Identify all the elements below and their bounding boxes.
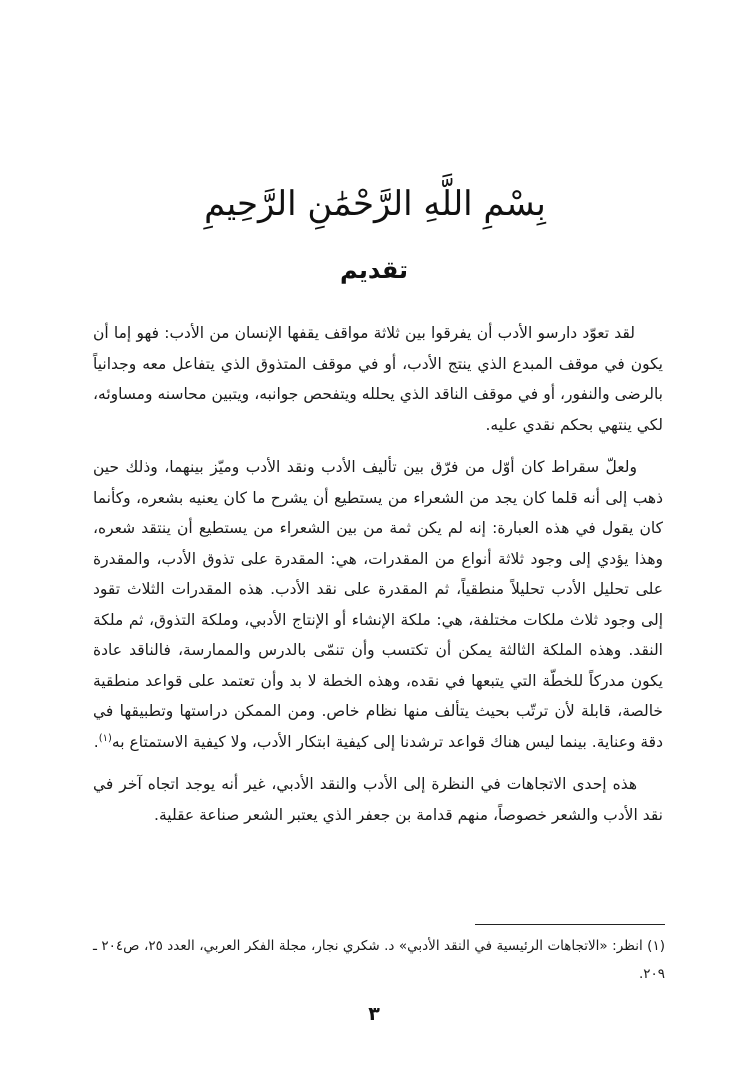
- body-text: [93, 318, 663, 842]
- footnote-divider: [475, 924, 665, 925]
- page-title: تقديم: [340, 256, 408, 284]
- basmala-heading: بِسْمِ اللَّهِ الرَّحْمَٰنِ الرَّحِيمِ: [204, 184, 546, 224]
- paragraph-2: ولعلّ سقراط كان أوّل من فرّق بين تأليف الأدب ونقد الأدب وميّز بينهما، وذلك حين ذهب إلى أنه قلما كان يجد من الشعراء من يستطيع أن يشرح ما كان يعنيه بشعره، وكأنما كان يقول في هذه العبارة: إنه لم يكن ثمة من بين الشعراء من يستطيع أن ينتقد شعره، وهذا يؤدي إلى وجود ثلاثة أنواع من المقدرات، هي: المقدرة على تذوق الأدب، والمقدرة على تحليل الأدب تحليلاً منطقياً، ثم المقدرة على نقد الأدب. هذه المقدرات الثلاث تقود إلى وجود ثلاث ملكات مختلفة، هي: ملكة الإنشاء أو الإنتاج الأدبي، وملكة التذوق، ثم ملكة النقد. وهذه الملكة الثالثة يمكن أن تكتسب وأن تنمّى بالدرس والممارسة، فالناقد عادة يكون مدركاً للخطّة التي يتبعها في نقده، وهذه الخطة لا بد وأن تعتمد على قواعد منطقية خالصة، قابلة لأن ترتّب بحيث يتألف منها نظام خاص. ومن الممكن دراستها وتطبيقها في دقة وعناية. بينما ليس هناك قواعد ترشدنا إلى كيفية ابتكار الأدب، ولا كيفية الاستمتاع به$^{(١)}$.: [93, 458, 663, 751]
- paragraph-3: [93, 769, 663, 830]
- paragraph-1: [93, 318, 663, 440]
- footnote: (١) انظر: «الاتجاهات الرئيسية في النقد الأدبي» د. شكري نجار، مجلة الفكر العربي، العدد ٢٥، ص٢٠٤ ـ ٢٠٩.: [93, 938, 665, 982]
- paragraph-3-text: هذه إحدى الاتجاهات في النظرة إلى الأدب والنقد الأدبي، غير أنه يوجد اتجاه آخر في نقد الأدب والشعر خصوصاً، منهم قدامة بن جعفر الذي يعتبر الشعر صناعة عقلية.: [93, 775, 663, 824]
- page-number: ٣: [368, 1003, 380, 1025]
- paragraph-2-text: ولعلّ سقراط كان أوّل من فرّق بين تأليف الأدب ونقد الأدب وميّز بينهما، وذلك حين ذهب إلى أنه قلما كان يجد من الشعراء من يستطيع أن يشرح ما كان يعنيه بشعره، وكأنما كان يقول في هذه العبارة: إنه لم يكن ثمة من بين الشعراء من يستطيع أن ينتقد شعره، وهذا يؤدي إلى وجود ثلاثة أنواع من المقدرات، هي: المقدرة على تذوق الأدب، والمقدرة على تحليل الأدب تحليلاً منطقياً، ثم المقدرة على نقد الأدب. هذه المقدرات الثلاث تقود إلى وجود ثلاث ملكات مختلفة، هي: ملكة الإنشاء أو الإنتاج الأدبي، وملكة التذوق، ثم ملكة النقد. وهذه الملكة الثالثة يمكن أن تكتسب وأن تنمّى بالدرس والممارسة، فالناقد عادة يكون مدركاً للخطّة التي يتبعها في نقده، وهذه الخطة لا بد وأن تعتمد على قواعد منطقية خالصة، قابلة لأن ترتّب بحيث يتألف منها نظام خاص. ومن الممكن دراستها وتطبيقها في دقة وعناية. بينما ليس هناك قواعد ترشدنا إلى كيفية ابتكار الأدب، ولا كيفية الاستمتاع به: [93, 458, 663, 751]
- footnote-reference[interactable]: (١): [98, 732, 112, 744]
- paragraph-1-text: لقد تعوّد دارسو الأدب أن يفرقوا بين ثلاثة مواقف يقفها الإنسان من الأدب: فهو إما أن يكون في موقف المبدع الذي ينتج الأدب، أو في موقف المتذوق الذي يتفاعل معه وجدانياً بالرضى والنفور، أو في موقف الناقد الذي يحلله ويتفحص جوانبه، ويتبين محاسنه ومساوئه، لكي ينتهي بحكم نقدي عليه.: [93, 324, 663, 434]
